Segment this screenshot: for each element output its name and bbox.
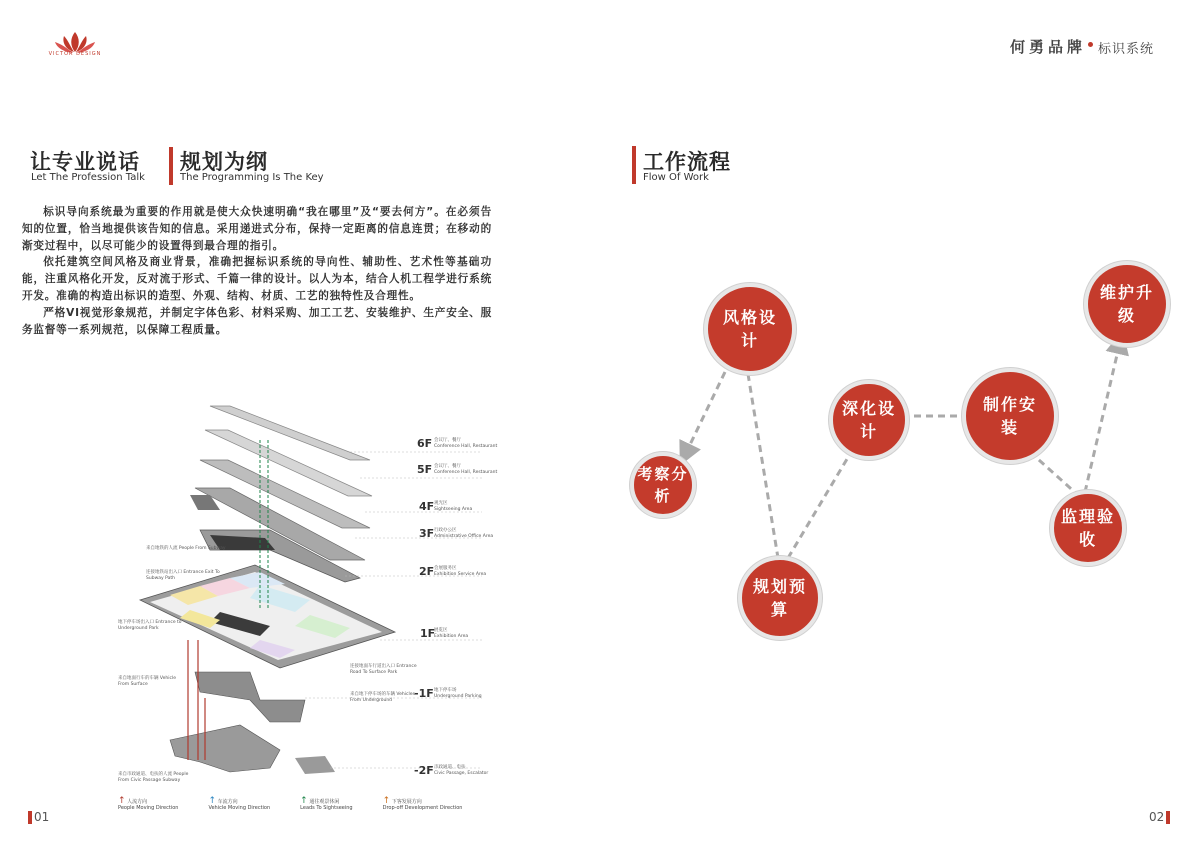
node-planning-budget: 规划预算 bbox=[738, 556, 822, 640]
side-label: 来自市政通道、电扶的人流 People From Civic Passage Subway bbox=[118, 772, 189, 783]
floor-desc-6f-en: Conference Hall, Restaurant bbox=[434, 444, 498, 449]
floor-label-4f: 4F bbox=[419, 500, 435, 513]
heading-bar-flow bbox=[632, 146, 636, 184]
floor-label-1f: 1F bbox=[420, 627, 436, 640]
legend-item: ↑ 下客发展方向 Drop-off Development Direction bbox=[382, 796, 463, 811]
brand-logo bbox=[50, 30, 100, 64]
header-subtitle: 标识系统 bbox=[1098, 42, 1155, 57]
floor-desc-b1-en: Underground Parking bbox=[434, 694, 482, 699]
legend-item: ↑ 人流方向 People Moving Direction bbox=[118, 796, 179, 811]
floor-desc-4f: 观光区 bbox=[434, 501, 448, 506]
exploded-building-diagram bbox=[110, 400, 490, 820]
floor-label-3f: 3F bbox=[419, 527, 435, 540]
heading-programming-en: The Programming Is The Key bbox=[180, 172, 324, 183]
page-number-bar bbox=[28, 811, 32, 824]
diagram-legend bbox=[118, 798, 478, 811]
heading-profession-en: Let The Profession Talk bbox=[31, 172, 145, 183]
heading-flow-en: Flow Of Work bbox=[643, 172, 709, 183]
connector-supervise-maintain bbox=[1085, 342, 1120, 492]
slab-b2 bbox=[170, 725, 335, 774]
legend-label-en: Vehicle Moving Direction bbox=[208, 805, 271, 811]
connector-budget-deepen bbox=[788, 454, 850, 558]
floor-desc-2f-en: Exhibition Service Area bbox=[434, 572, 487, 577]
heading-profession-cn: 让专业说话 bbox=[30, 150, 140, 174]
floor-desc-4f-en: Sightseeing Area bbox=[434, 507, 473, 512]
header-brand: 何勇品牌 bbox=[1010, 38, 1087, 56]
legend-label-en: Leads To Sightseeing bbox=[300, 805, 353, 811]
floor-label-6f: 6F bbox=[417, 437, 433, 450]
floor-desc-1f: 展览区 bbox=[434, 628, 448, 633]
node-survey-analysis: 考察分析 bbox=[630, 452, 696, 518]
side-label: 连接地铁站出入口 Entrance Exit To Subway Path bbox=[146, 570, 220, 581]
heading-divider-bar bbox=[169, 147, 173, 185]
connector-style-survey bbox=[685, 372, 725, 455]
logo-text: VICTOR DESIGN bbox=[48, 51, 102, 57]
floor-desc-3f: 行政办公区 bbox=[434, 528, 457, 533]
legend-label: 车流方向 bbox=[217, 799, 238, 805]
floor-desc-1f-en: Exhibition Area bbox=[434, 634, 469, 639]
page-number-bar-right bbox=[1166, 811, 1170, 824]
intro-paragraph: 标识导向系统最为重要的作用就是使大众快速明确“我在哪里”及“要去何方”。在必须告知的位置，恰当地提供该告知的信息。采用递进式分布，保持一定距离的信息连贯；在移动的渐变过程中，以尽可能少的设置得到最合理的指引。 bbox=[22, 206, 492, 252]
intro-paragraph: 依托建筑空间风格及商业背景，准确把握标识系统的导向性、辅助性、艺术性等基础功能，注重风格化开发，反对流于形式、千篇一律的设计。以人为本，结合人机工程学进行系统开发。准确的构造出标识的造型、外观、结构、材质、工艺的独特性及合理性。 bbox=[22, 256, 492, 302]
floor-desc-5f-en: Conference Hall, Restaurant bbox=[434, 470, 498, 475]
slab-b1 bbox=[195, 672, 305, 722]
intro-paragraph: 严格VI视觉形象规范，并制定字体色彩、材料采购、加工工艺、安装维护、生产安全、服务监督等一系列规范，以保障工程质量。 bbox=[22, 306, 492, 336]
legend-item: ↑ 通往观景休闲 Leads To Sightseeing bbox=[300, 796, 353, 811]
page-number-left: 01 bbox=[34, 810, 50, 824]
legend-label: 通往观景休闲 bbox=[309, 799, 340, 805]
legend-label: 下客发展方向 bbox=[391, 799, 422, 805]
floor-desc-3f-en: Administrative Office Area bbox=[434, 534, 494, 539]
floor-desc-2f: 会展服务区 bbox=[434, 566, 457, 571]
side-label: 来自地面行车的车辆 Vehicle From Surface bbox=[118, 676, 177, 687]
floor-desc-b2-en: Civic Passage, Escalator bbox=[434, 771, 489, 776]
node-deepen-design: 深化设计 bbox=[829, 380, 909, 460]
connector-make-supervise bbox=[1030, 452, 1078, 495]
floor-label-b1: -1F bbox=[414, 687, 434, 700]
floor-label-b2: -2F bbox=[414, 764, 434, 777]
side-label: 来自地下停车场的车辆 Vehicles From Underground bbox=[350, 692, 415, 703]
legend-label: 人流方向 bbox=[127, 799, 148, 805]
floor-label-5f: 5F bbox=[417, 463, 433, 476]
floor-desc-5f: 会议厅、餐厅 bbox=[434, 464, 461, 469]
heading-flow-cn: 工作流程 bbox=[643, 150, 731, 174]
connector-style-budget bbox=[748, 374, 778, 558]
node-production-install: 制作安装 bbox=[962, 368, 1058, 464]
heading-programming-cn: 规划为纲 bbox=[180, 150, 268, 174]
page-number-right: 02 bbox=[1149, 810, 1165, 824]
floor-desc-6f: 会议厅、餐厅 bbox=[434, 438, 461, 443]
side-label: 来自地铁的人流 People From Subway bbox=[146, 546, 226, 551]
node-maintenance-upgrade: 维护升级 bbox=[1084, 261, 1170, 347]
floor-label-2f: 2F bbox=[419, 565, 435, 578]
floor-desc-b1: 地下停车场 bbox=[434, 688, 457, 693]
header-dot bbox=[1088, 42, 1093, 47]
intro-text bbox=[22, 204, 492, 338]
side-label: 连接地面车行道出入口 Entrance Road To Surface Park bbox=[350, 664, 417, 675]
side-label: 地下停车场出入口 Entrance to Underground Park bbox=[118, 620, 182, 631]
floor-desc-b2: 市政通道、电扶 bbox=[434, 765, 466, 770]
legend-label-en: People Moving Direction bbox=[118, 805, 179, 811]
legend-label-en: Drop-off Development Direction bbox=[382, 805, 463, 811]
node-supervision-acceptance: 监理验收 bbox=[1050, 490, 1126, 566]
legend-item: ↑ 车流方向 Vehicle Moving Direction bbox=[208, 796, 271, 811]
node-style-design: 风格设计 bbox=[704, 283, 796, 375]
